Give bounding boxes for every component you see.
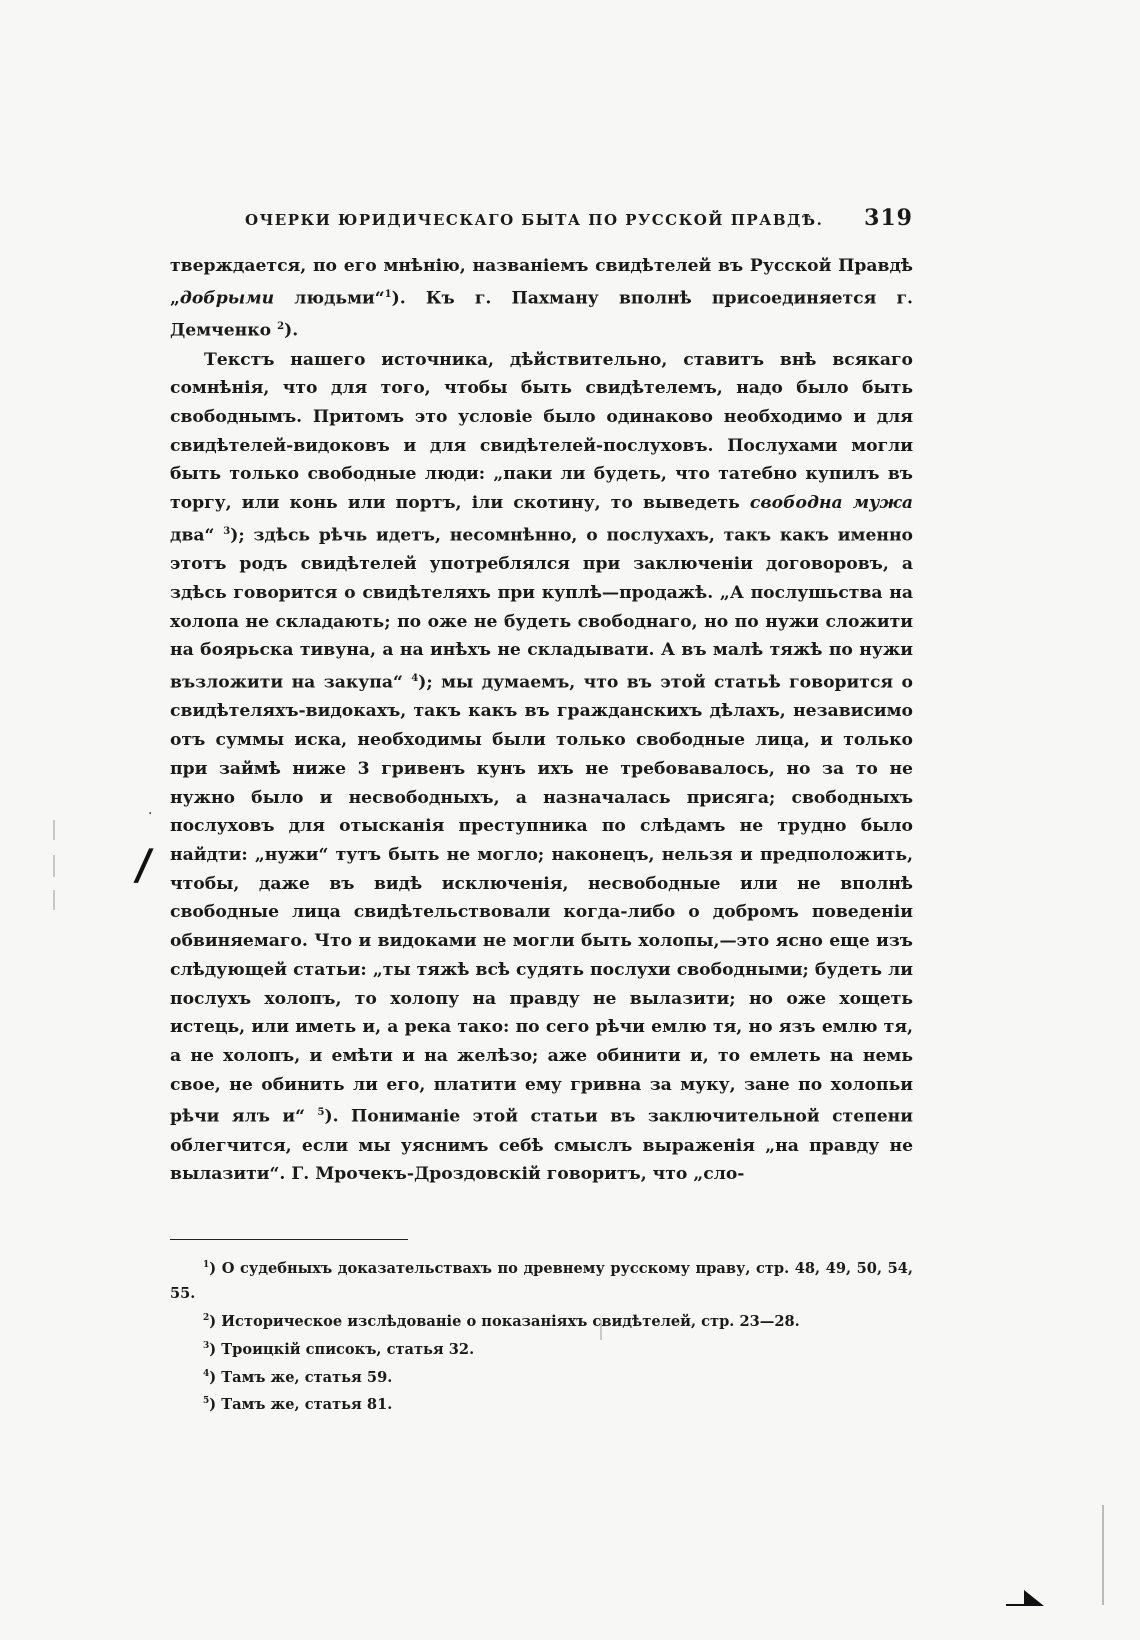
footnote-paren: ) xyxy=(209,1340,222,1358)
footnote xyxy=(170,1306,913,1334)
footnote-paren: ) xyxy=(209,1396,222,1414)
footnote-text: О судебныхъ доказательствахъ по древнему русскому праву, стр. 48, 49, 50, 54, 55. xyxy=(170,1259,913,1302)
footnote-text: Троицкій списокъ, статья 32. xyxy=(221,1340,475,1358)
footnote-ref: 2 xyxy=(277,321,285,333)
emphasis-text: добрыми xyxy=(179,288,275,309)
text-run: людьми“ xyxy=(274,288,385,309)
footnote xyxy=(170,1253,913,1306)
footnote-divider xyxy=(170,1239,408,1240)
footnote-paren: ) xyxy=(209,1368,222,1386)
footnote-text: Тамъ же, статья 81. xyxy=(221,1396,393,1414)
page-edge-line xyxy=(1102,1505,1104,1605)
text-run: тверждается, по его мнѣнію, названіемъ свидѣтелей въ Русской Правдѣ „ xyxy=(170,256,913,309)
footnote-paren: ) xyxy=(209,1259,222,1277)
footnote-number: 1 xyxy=(203,1260,210,1270)
footnote xyxy=(170,1362,913,1390)
margin-scan-mark xyxy=(53,890,55,910)
footnote-number: 2 xyxy=(203,1312,210,1323)
text-run: Текстъ нашего источника, дѣйствительно, ставитъ внѣ всякаго сомнѣнія, что для того, чтобы быть свидѣтелемъ, надо было быть свободнымъ. Притомъ это условіе было одинаково необходимо и для свидѣтелей-видоковъ и для свидѣтелей-послуховъ. Послухами могли быть только свободные люди: „паки ли будеть, что татебно купилъ въ торгу, или конь или портъ, іли скотину, то выведеть xyxy=(170,349,913,514)
paragraph xyxy=(170,346,913,1190)
footnote-ref: 1 xyxy=(384,288,392,300)
footnote xyxy=(170,1334,913,1362)
text-run: два“ xyxy=(170,525,224,546)
text-run: ). Пониманіе этой статьи въ заключительной степени облегчится, если мы уяснимъ себѣ смыслъ выраженія „на правду не вылазити“. Г. Мрочекъ-Дроздовскій говоритъ, что „сло- xyxy=(170,1107,913,1185)
footnote-text: Тамъ же, статья 59. xyxy=(221,1368,393,1386)
footnote-text: Историческое изслѣдованіе о показаніяхъ свидѣтелей, стр. 23—28. xyxy=(221,1312,800,1330)
text-run: ); мы думаемъ, что въ этой статьѣ говорится о свидѣтеляхъ-видокахъ, такъ какъ въ гражданскихъ дѣлахъ, независимо отъ суммы иска, необходимы были только свободные лица, и только при займѣ ниже 3 гривенъ кунъ ихъ не требовавалось, но за то не нужно было и несвободныхъ, а назначалась присяга; свободныхъ послуховъ для отысканія преступника по слѣдамъ не трудно было найдти: „нужи“ тутъ быть не могло; наконецъ, нельзя и предположить, чтобы, даже въ видѣ исключенія, несвободные или не вполнѣ свободные лица свидѣтельствовали когда-либо о добромъ поведеніи обвиняемаго. Что и видоками не могли быть холопы,—это ясно еще изъ слѣдующей статьи: „ты тяжѣ всѣ судять послухи свободными; будеть ли послухъ холопъ, то холопу на правду не вылазити; но оже хощеть истець, или иметь и, а река тако: по сего рѣчи емлю тя, но язъ емлю тя, а не холопъ, и емѣти и на желѣзо; аже обинити и, то емлеть на немь свое, не обинить ли его, платити ему гривна за муку, зане по холопьи рѣчи ялъ и“ xyxy=(170,672,913,1128)
running-header xyxy=(245,205,913,231)
emphasis-text: свободна мужа xyxy=(749,493,913,514)
text-run: ); здѣсь рѣчь идетъ, несомнѣнно, о послухахъ, такъ какъ именно этотъ родъ свидѣтелей употреблялся при заключеніи договоровъ, а здѣсь говорится о свидѣтеляхъ при куплѣ—продажѣ. „А послушьства на холопа не складають; по оже не будеть свободнаго, но по нужи сложити на боярьска тивуна, а на инѣхъ не складывати. А въ малѣ тяжѣ по нужи възложити на закупа“ xyxy=(170,525,913,693)
paragraph xyxy=(170,252,913,346)
arrow-icon xyxy=(1006,1588,1044,1610)
footnote-number: 3 xyxy=(203,1340,210,1351)
footnote-ref: 3 xyxy=(223,525,231,537)
footnote-number: 4 xyxy=(203,1368,210,1379)
footnote-ref: 4 xyxy=(411,673,419,685)
footnote-number: 5 xyxy=(203,1396,210,1407)
footnotes xyxy=(170,1253,913,1417)
page-number: 319 xyxy=(864,205,913,231)
margin-scan-mark xyxy=(53,820,55,840)
text-run: ). xyxy=(284,320,299,341)
margin-dot-mark: · xyxy=(148,806,153,822)
header-title: ОЧЕРКИ ЮРИДИЧЕСКАГО БЫТА ПО РУССКОЙ ПРАВДѢ. xyxy=(245,211,824,229)
body-text xyxy=(170,252,913,1189)
footnote xyxy=(170,1389,913,1417)
text-run: ). Къ г. Пахману вполнѣ присоединяется г. Демченко xyxy=(170,288,913,341)
footnote-ref: 5 xyxy=(317,1107,325,1119)
margin-scan-mark xyxy=(53,855,55,877)
margin-slash-mark: / xyxy=(132,840,155,889)
footnote-paren: ) xyxy=(209,1312,222,1330)
